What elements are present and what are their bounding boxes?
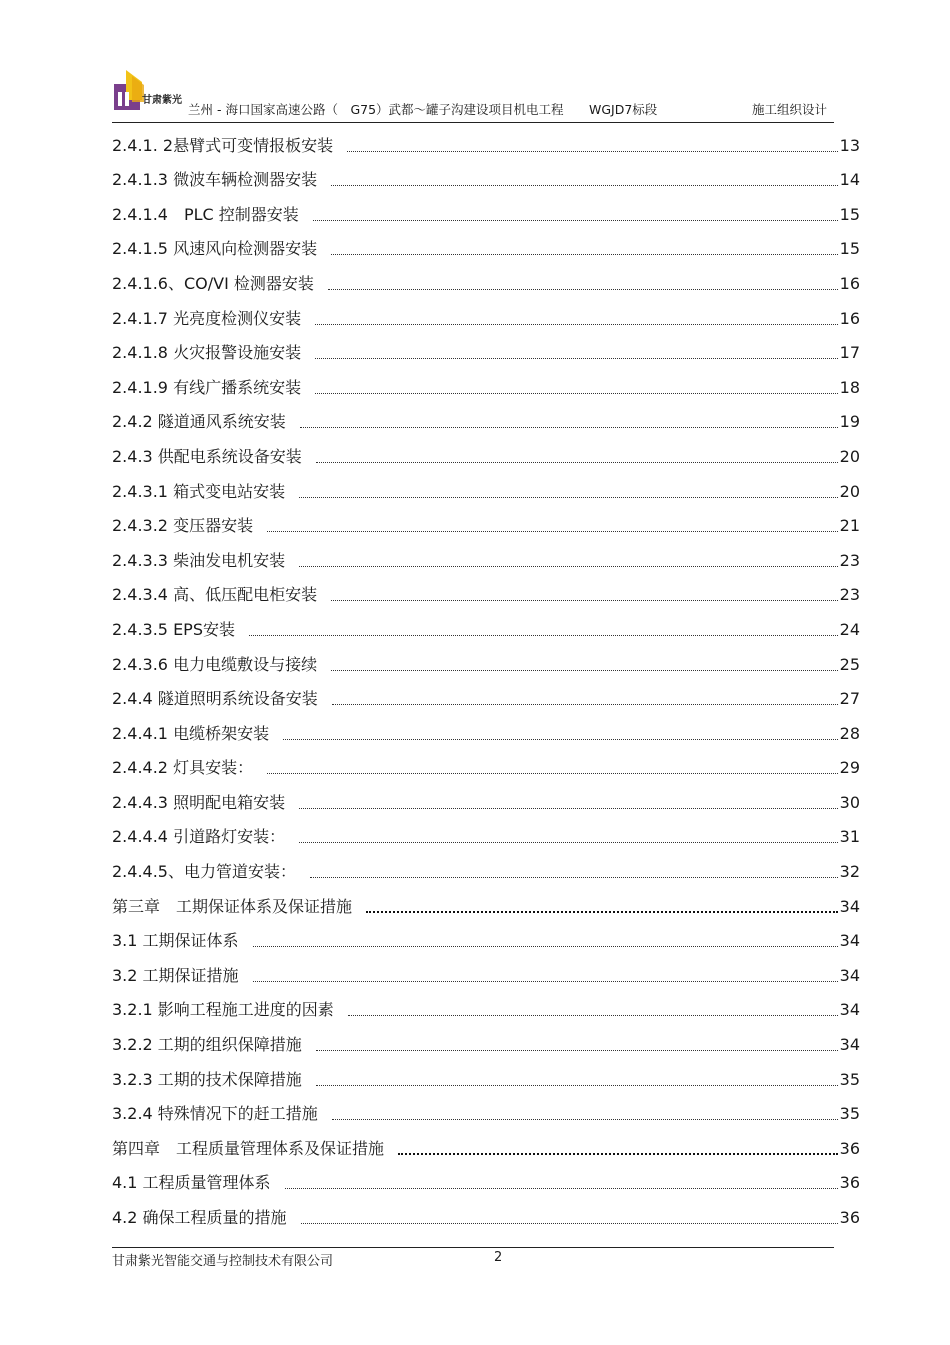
toc-entry[interactable]	[112, 228, 860, 263]
toc-dot-leader	[315, 393, 838, 394]
toc-entry[interactable]	[112, 297, 860, 332]
toc-entry-page: 16	[839, 273, 860, 293]
toc-dot-leader	[331, 254, 838, 255]
toc-entry[interactable]	[112, 1196, 860, 1231]
toc-chapter-entry[interactable]	[112, 885, 860, 920]
toc-entry-title: 2.4.1.9 有线广播系统安装	[112, 377, 302, 397]
page-header	[112, 70, 834, 124]
toc-entry-page: 29	[839, 758, 860, 778]
toc-dot-leader	[331, 185, 838, 186]
toc-entry-page: 19	[839, 412, 860, 432]
header-section-code: WGJD7标段	[589, 102, 658, 117]
toc-entry-title: 3.2.3 工期的技术保障措施	[112, 1069, 302, 1089]
toc-entry-title: 2.4.4.1 电缆桥架安装	[112, 723, 270, 743]
toc-entry[interactable]	[112, 1023, 860, 1058]
toc-entry[interactable]	[112, 435, 860, 470]
toc-entry-page: 27	[839, 689, 860, 709]
toc-entry-title: 2.4.1. 2悬臂式可变情报板安装	[112, 135, 334, 155]
toc-entry-title: 2.4.3.2 变压器安装	[112, 516, 254, 536]
toc-entry-title: 3.1 工期保证体系	[112, 931, 239, 951]
toc-entry-title: 2.4.4.5、电力管道安装：	[112, 862, 296, 882]
toc-entry-page: 34	[839, 965, 860, 985]
toc-entry-title: 2.4.1.3 微波车辆检测器安装	[112, 170, 318, 190]
toc-entry[interactable]	[112, 712, 860, 747]
toc-entry-page: 20	[839, 481, 860, 501]
toc-entry-page: 30	[839, 792, 860, 812]
toc-entry-page: 20	[839, 446, 860, 466]
toc-entry[interactable]	[112, 366, 860, 401]
toc-entry-title: 第三章 工期保证体系及保证措施	[112, 896, 353, 916]
toc-dot-leader	[328, 289, 838, 290]
toc-entry-title: 3.2.2 工期的组织保障措施	[112, 1035, 302, 1055]
toc-entry-title: 2.4.2 隧道通风系统安装	[112, 412, 286, 432]
toc-entry-title: 2.4.3.4 高、低压配电柜安装	[112, 585, 318, 605]
toc-entry-title: 2.4.4.2 灯具安装：	[112, 758, 254, 778]
toc-entry-page: 36	[839, 1173, 860, 1193]
toc-dot-leader	[313, 220, 838, 221]
toc-entry-page: 23	[839, 585, 860, 605]
footer-divider	[112, 1247, 834, 1248]
header-document-type: 施工组织设计	[752, 102, 828, 117]
toc-entry-title: 2.4.4.4 引道路灯安装：	[112, 827, 286, 847]
toc-entry-page: 21	[839, 516, 860, 536]
toc-entry-page: 28	[839, 723, 860, 743]
toc-entry[interactable]	[112, 920, 860, 955]
toc-entry[interactable]	[112, 539, 860, 574]
toc-entry-page: 23	[839, 550, 860, 570]
toc-entry-title: 2.4.1.5 风速风向检测器安装	[112, 239, 318, 259]
toc-entry[interactable]	[112, 678, 860, 713]
toc-dot-leader	[315, 324, 838, 325]
toc-entry[interactable]	[112, 989, 860, 1024]
toc-entry-title: 4.1 工程质量管理体系	[112, 1173, 271, 1193]
toc-dot-leader	[310, 877, 838, 878]
toc-dot-leader	[316, 1085, 838, 1086]
toc-entry-title: 2.4.3.3 柴油发电机安装	[112, 550, 286, 570]
toc-entry[interactable]	[112, 816, 860, 851]
toc-entry-title: 2.4.4.3 照明配电箱安装	[112, 792, 286, 812]
toc-entry-page: 24	[839, 619, 860, 639]
toc-entry[interactable]	[112, 470, 860, 505]
toc-entry-page: 34	[839, 1000, 860, 1020]
toc-entry[interactable]	[112, 401, 860, 436]
toc-entry[interactable]	[112, 1093, 860, 1128]
toc-entry[interactable]	[112, 747, 860, 782]
toc-dot-leader	[398, 1153, 838, 1155]
toc-entry-page: 18	[839, 377, 860, 397]
toc-entry[interactable]	[112, 262, 860, 297]
toc-dot-leader	[331, 600, 838, 601]
toc-entry-page: 25	[839, 654, 860, 674]
toc-entry-page: 32	[839, 862, 860, 882]
toc-dot-leader	[331, 670, 838, 671]
toc-dot-leader	[347, 151, 838, 152]
logo-text: 甘肃紫光	[142, 95, 182, 106]
footer-company-name: 甘肃紫光智能交通与控制技术有限公司	[112, 1254, 334, 1269]
company-logo	[112, 70, 200, 112]
toc-entry-title: 2.4.1.7 光亮度检测仪安装	[112, 308, 302, 328]
toc-dot-leader	[299, 497, 838, 498]
toc-entry-title: 3.2.4 特殊情况下的赶工措施	[112, 1104, 318, 1124]
table-of-contents	[112, 124, 860, 1231]
toc-entry[interactable]	[112, 608, 860, 643]
toc-dot-leader	[316, 462, 838, 463]
toc-dot-leader	[300, 427, 838, 428]
toc-entry-page: 35	[839, 1104, 860, 1124]
toc-entry-title: 3.2.1 影响工程施工进度的因素	[112, 1000, 334, 1020]
toc-dot-leader	[299, 566, 838, 567]
toc-entry-page: 14	[839, 170, 860, 190]
toc-entry[interactable]	[112, 1058, 860, 1093]
toc-dot-leader	[285, 1188, 838, 1189]
toc-dot-leader	[249, 635, 838, 636]
toc-entry[interactable]	[112, 159, 860, 194]
toc-entry-title: 2.4.1.8 火灾报警设施安装	[112, 343, 302, 363]
footer-page-number: 2	[494, 1250, 503, 1265]
toc-dot-leader	[366, 911, 838, 913]
toc-entry[interactable]	[112, 781, 860, 816]
toc-entry[interactable]	[112, 193, 860, 228]
toc-entry-page: 34	[839, 896, 860, 916]
toc-entry[interactable]	[112, 1162, 860, 1197]
toc-dot-leader	[299, 842, 838, 843]
toc-entry-title: 2.4.1.4 PLC 控制器安装	[112, 204, 299, 224]
toc-entry[interactable]	[112, 505, 860, 540]
toc-entry-page: 36	[839, 1208, 860, 1227]
toc-entry-page: 15	[839, 239, 860, 259]
toc-dot-leader	[316, 1050, 838, 1051]
toc-entry-page: 17	[839, 343, 860, 363]
toc-chapter-entry[interactable]	[112, 1127, 860, 1162]
toc-entry-page: 15	[839, 204, 860, 224]
toc-entry-page: 13	[839, 135, 860, 155]
toc-dot-leader	[267, 773, 838, 774]
toc-dot-leader	[253, 946, 838, 947]
toc-dot-leader	[315, 358, 838, 359]
toc-entry[interactable]	[112, 850, 860, 885]
toc-entry-title: 2.4.3 供配电系统设备安装	[112, 446, 302, 466]
toc-entry[interactable]	[112, 574, 860, 609]
toc-dot-leader	[253, 981, 838, 982]
header-project-title: 兰州 - 海口国家高速公路（ G75）武都～罐子沟建设项目机电工程	[188, 102, 564, 117]
toc-dot-leader	[299, 808, 838, 809]
toc-entry-title: 第四章 工程质量管理体系及保证措施	[112, 1138, 385, 1158]
toc-entry-page: 34	[839, 931, 860, 951]
toc-entry-page: 31	[839, 827, 860, 847]
toc-entry[interactable]	[112, 124, 860, 159]
toc-entry-title: 2.4.3.6 电力电缆敷设与接续	[112, 654, 318, 674]
toc-entry-page: 36	[839, 1138, 860, 1158]
toc-entry-title: 3.2 工期保证措施	[112, 965, 239, 985]
toc-entry-title: 2.4.3.1 箱式变电站安装	[112, 481, 286, 501]
toc-dot-leader	[332, 704, 838, 705]
toc-entry[interactable]	[112, 954, 860, 989]
toc-entry[interactable]	[112, 643, 860, 678]
toc-entry-page: 34	[839, 1035, 860, 1055]
toc-dot-leader	[332, 1119, 838, 1120]
toc-dot-leader	[283, 739, 838, 740]
toc-entry-page: 16	[839, 308, 860, 328]
toc-entry-page: 35	[839, 1069, 860, 1089]
toc-dot-leader	[301, 1223, 838, 1224]
toc-entry[interactable]	[112, 332, 860, 367]
toc-dot-leader	[267, 531, 838, 532]
toc-entry-title: 2.4.3.5 EPS安装	[112, 619, 235, 639]
toc-entry-title: 2.4.4 隧道照明系统设备安装	[112, 689, 318, 709]
toc-entry-title: 4.2 确保工程质量的措施	[112, 1208, 287, 1227]
toc-dot-leader	[348, 1015, 838, 1016]
header-divider	[112, 122, 834, 123]
toc-entry-title: 2.4.1.6、CO/VI 检测器安装	[112, 273, 314, 293]
